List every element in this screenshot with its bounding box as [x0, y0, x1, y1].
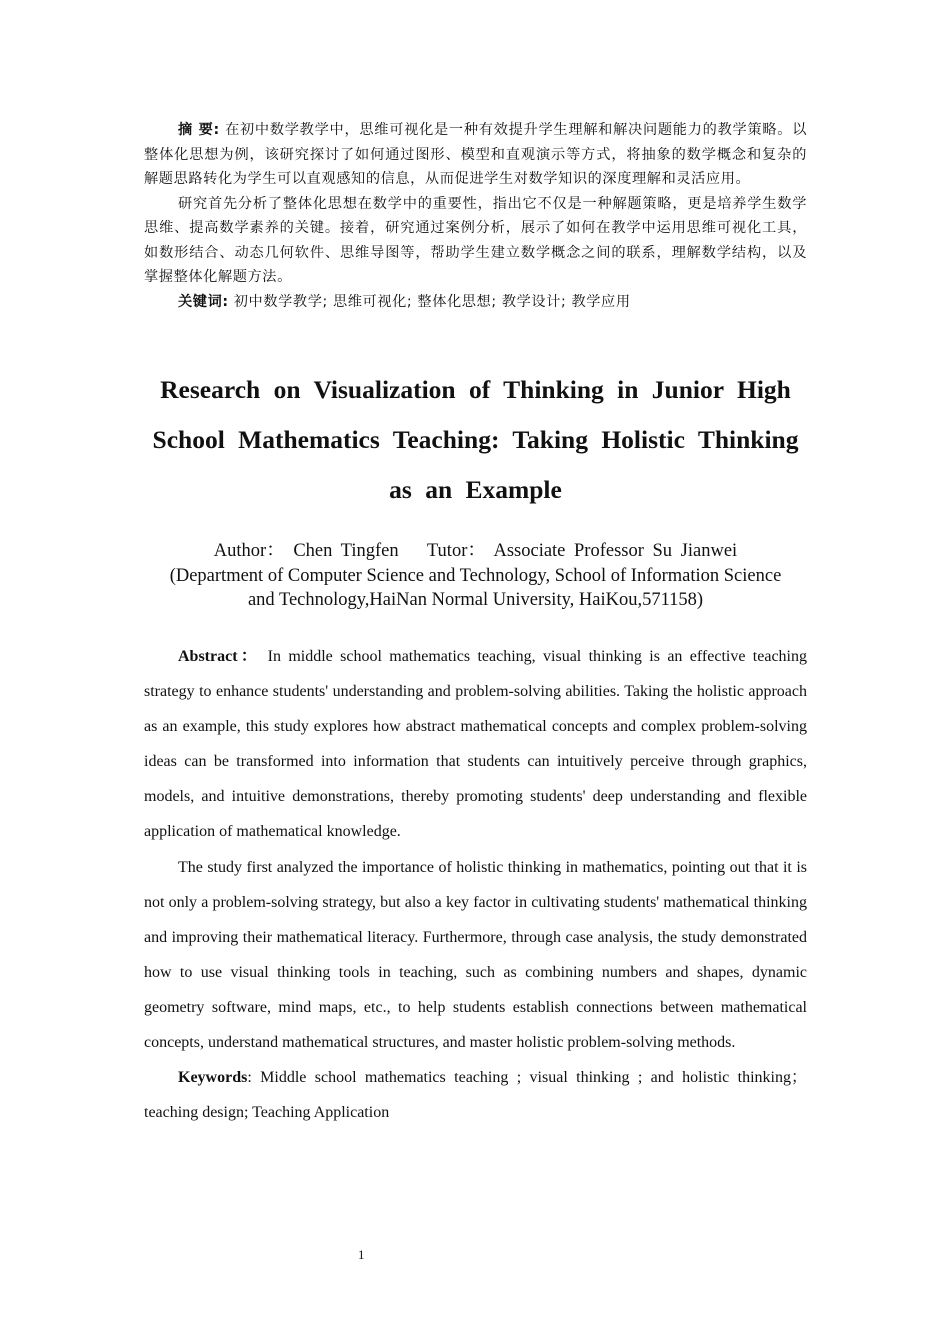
- chinese-abstract-label: 摘 要:: [178, 122, 220, 138]
- english-keywords-label: Keywords: [178, 1069, 248, 1087]
- paper-title-line-1: Research on Visualization of Thinking in Junior High: [160, 375, 791, 404]
- chinese-abstract: [144, 118, 807, 314]
- english-abstract-label: Abstract：: [178, 648, 261, 665]
- english-abstract: [144, 639, 807, 1130]
- english-keywords-text: : Middle school mathematics teaching ; visual thinking ; and holistic thinking；teaching design; Teaching Application: [144, 1069, 807, 1122]
- chinese-abstract-paragraph-1: [144, 118, 807, 192]
- paper-title-line-2: School Mathematics Teaching: Taking Holistic Thinking: [152, 425, 799, 454]
- paper-title-line-3: as an Example: [389, 475, 562, 504]
- author-line: [144, 539, 807, 564]
- affiliation-line-2: and Technology,HaiNan Normal University, HaiKou,571158): [247, 590, 704, 610]
- author-label: Author：: [213, 541, 285, 561]
- author-block: [144, 539, 807, 613]
- chinese-keywords-text: 初中数学教学; 思维可视化; 整体化思想; 教学设计; 教学应用: [233, 293, 631, 310]
- english-abstract-paragraph-2: The study first analyzed the importance of holistic thinking in mathematics, pointing out that it is not only a problem-solving strategy, but also a key factor in cultivating students' mathematical thinking and improving their mathematical literacy. Furthermore, through case analysis, the study demonstrated how to use visual thinking tools in teaching, such as combining numbers and shapes, dynamic geometry software, mind maps, etc., to help students establish connections between mathematical concepts, understand mathematical structures, and master holistic problem-solving methods.: [144, 858, 807, 1052]
- page-number: 1: [358, 1247, 365, 1262]
- paper-title: [144, 365, 807, 515]
- english-keywords: [144, 1060, 807, 1130]
- chinese-keywords-label: 关键词:: [178, 293, 229, 310]
- chinese-keywords: [144, 290, 807, 315]
- author-name: Chen Tingfen: [293, 541, 399, 561]
- english-abstract-paragraph-1: [144, 639, 807, 850]
- chinese-abstract-text: 在初中数学教学中，思维可视化是一种有效提升学生理解和解决问题能力的教学策略。以整体化思想为例，该研究探讨了如何通过图形、模型和直观演示等方式，将抽象的数学概念和复杂的解题思路转化为学生可以直观感知的信息，从而促进学生对数学知识的深度理解和灵活应用。: [144, 122, 807, 187]
- tutor-name: Associate Professor Su Jianwei: [493, 541, 738, 561]
- affiliation-line-1: (Department of Computer Science and Technology, School of Information Science: [169, 565, 782, 586]
- chinese-abstract-paragraph-2: 研究首先分析了整体化思想在数学中的重要性，指出它不仅是一种解题策略，更是培养学生数学思维、提高数学素养的关键。接着，研究通过案例分析，展示了如何在教学中运用思维可视化工具，如数形结合、动态几何软件、思维导图等，帮助学生建立数学概念之间的联系，理解数学结构，以及掌握整体化解题方法。: [144, 195, 807, 285]
- english-abstract-text: In middle school mathematics teaching, visual thinking is an effective teaching strategy to enhance students' understanding and problem-solving abilities. Taking the holistic approach as an example, this study explores how abstract mathematical concepts and complex problem-solving ideas can be transformed into information that students can intuitively perceive through graphics, models, and intuitive demonstrations, thereby promoting students' deep understanding and flexible application of mathematical knowledge.: [144, 648, 807, 841]
- tutor-label: Tutor：: [426, 541, 486, 561]
